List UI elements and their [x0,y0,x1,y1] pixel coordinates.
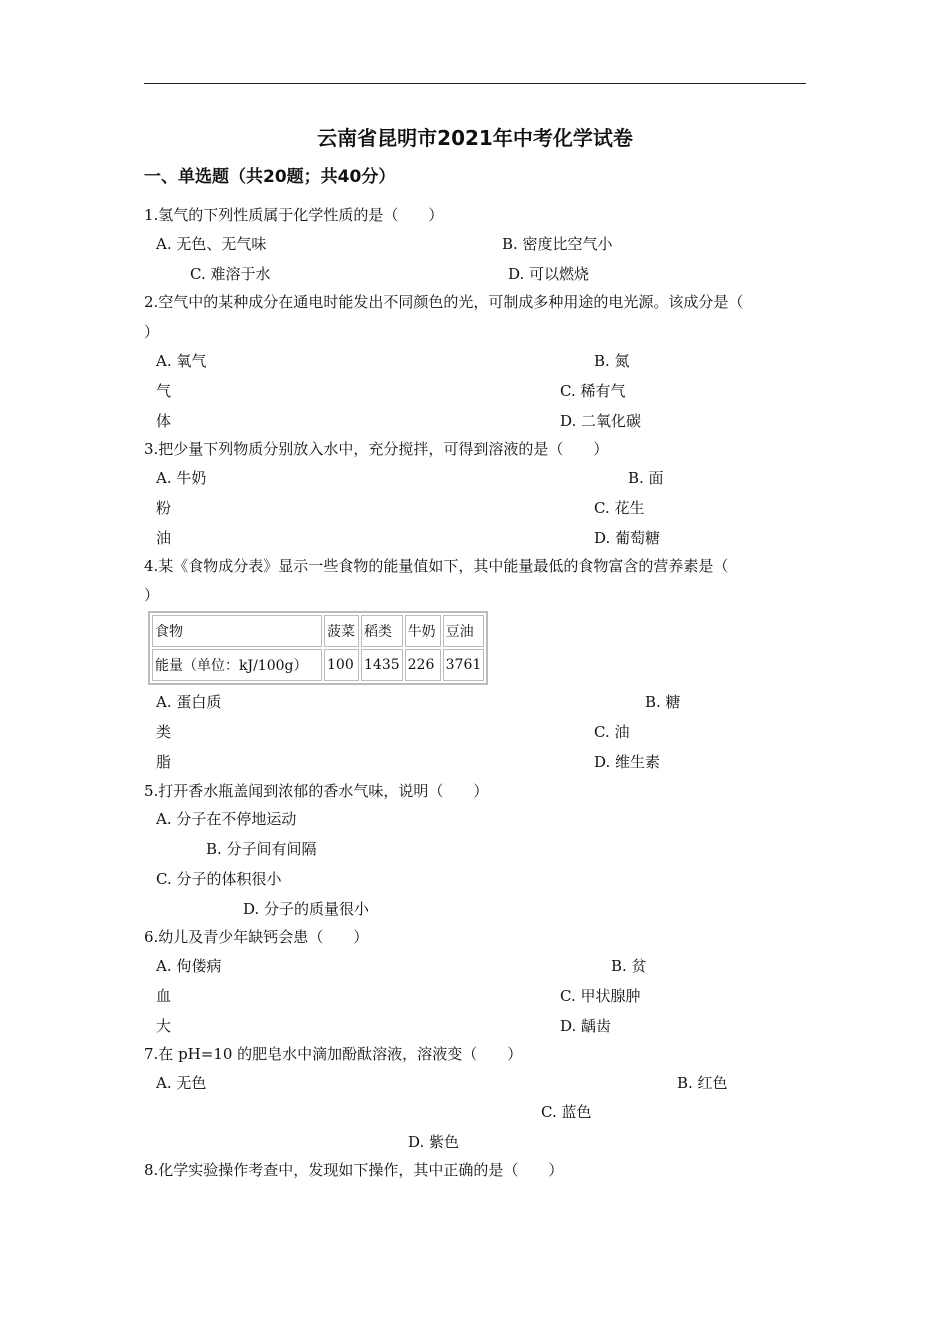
question-1-option-a[interactable]: A. 无色、无气味 [156,235,267,253]
section-heading: 一、单选题（共20题；共40分） [144,167,396,187]
question-7-option-d[interactable]: D. 紫色 [408,1133,460,1151]
question-2-option-b-cont: 气 [156,382,172,400]
question-2-stem-cont: ） [144,323,160,341]
question-5-stem: 5.打开香水瓶盖闻到浓郁的香水气味，说明（ ） [144,782,489,800]
question-1-option-d[interactable]: D. 可以燃烧 [508,265,590,283]
question-3-option-b-cont: 粉 [156,499,172,517]
question-8-stem: 8.化学实验操作考查中，发现如下操作，其中正确的是（ ） [144,1161,564,1179]
question-3-option-b[interactable]: B. 面 [628,469,664,487]
question-4-option-d[interactable]: D. 维生素 [594,753,661,771]
question-6-option-b-cont: 血 [156,987,172,1005]
question-7-option-b[interactable]: B. 红色 [677,1074,728,1092]
question-6-stem: 6.幼儿及青少年缺钙会患（ ） [144,928,369,946]
table-cell: 1435 [361,649,403,681]
question-2-option-c-cont: 体 [156,412,172,430]
table-header-row [152,615,484,647]
table-cell: 226 [405,649,441,681]
question-7-option-a[interactable]: A. 无色 [156,1074,207,1092]
table-cell: 豆油 [443,615,485,647]
table-cell: 3761 [443,649,485,681]
question-1-option-b[interactable]: B. 密度比空气小 [502,235,613,253]
question-4-option-c[interactable]: C. 油 [594,723,630,741]
table-cell: 菠菜 [324,615,359,647]
question-3-stem: 3.把少量下列物质分别放入水中，充分搅拌，可得到溶液的是（ ） [144,440,609,458]
question-5-option-c[interactable]: C. 分子的体积很小 [156,870,282,888]
question-7-option-c[interactable]: C. 蓝色 [541,1103,592,1121]
question-2-option-c[interactable]: C. 稀有气 [560,382,626,400]
question-3-option-a[interactable]: A. 牛奶 [156,469,207,487]
question-4-option-a[interactable]: A. 蛋白质 [156,693,222,711]
question-2-stem: 2.空气中的某种成分在通电时能发出不同颜色的光，可制成多种用途的电光源。该成分是（ [144,293,744,311]
question-6-option-d[interactable]: D. 龋齿 [560,1017,612,1035]
question-6-option-a[interactable]: A. 佝偻病 [156,957,222,975]
question-6-option-c-cont: 大 [156,1017,172,1035]
header-rule [144,83,806,84]
question-3-option-c-cont: 油 [156,529,172,547]
page-title: 云南省昆明市2021年中考化学试卷 [317,126,633,150]
question-4-option-b-cont: 类 [156,723,172,741]
table-cell: 牛奶 [405,615,441,647]
question-4-stem-cont: ） [144,586,160,604]
food-energy-table [148,611,488,685]
question-1-stem: 1.氢气的下列性质属于化学性质的是（ ） [144,206,444,224]
question-5-option-a[interactable]: A. 分子在不停地运动 [156,810,297,828]
question-4-option-c-cont: 脂 [156,753,172,771]
question-4-stem: 4.某《食物成分表》显示一些食物的能量值如下，其中能量最低的食物富含的营养素是（ [144,557,729,575]
question-4-option-b[interactable]: B. 糖 [645,693,681,711]
question-1-option-c[interactable]: C. 难溶于水 [190,265,271,283]
question-3-option-c[interactable]: C. 花生 [594,499,645,517]
question-7-stem: 7.在 pH=10 的肥皂水中滴加酚酞溶液，溶液变（ ） [144,1045,523,1063]
table-cell: 100 [324,649,359,681]
table-cell: 能量（单位：kJ/100g） [152,649,322,681]
question-6-option-b[interactable]: B. 贫 [611,957,647,975]
question-5-option-b[interactable]: B. 分子间有间隔 [206,840,317,858]
table-row [152,649,484,681]
question-6-option-c[interactable]: C. 甲状腺肿 [560,987,641,1005]
question-3-option-d[interactable]: D. 葡萄糖 [594,529,661,547]
question-5-option-d[interactable]: D. 分子的质量很小 [243,900,370,918]
table-cell: 食物 [152,615,322,647]
question-2-option-a[interactable]: A. 氧气 [156,352,207,370]
table-cell: 稻类 [361,615,403,647]
question-2-option-b[interactable]: B. 氮 [594,352,630,370]
question-2-option-d[interactable]: D. 二氧化碳 [560,412,642,430]
